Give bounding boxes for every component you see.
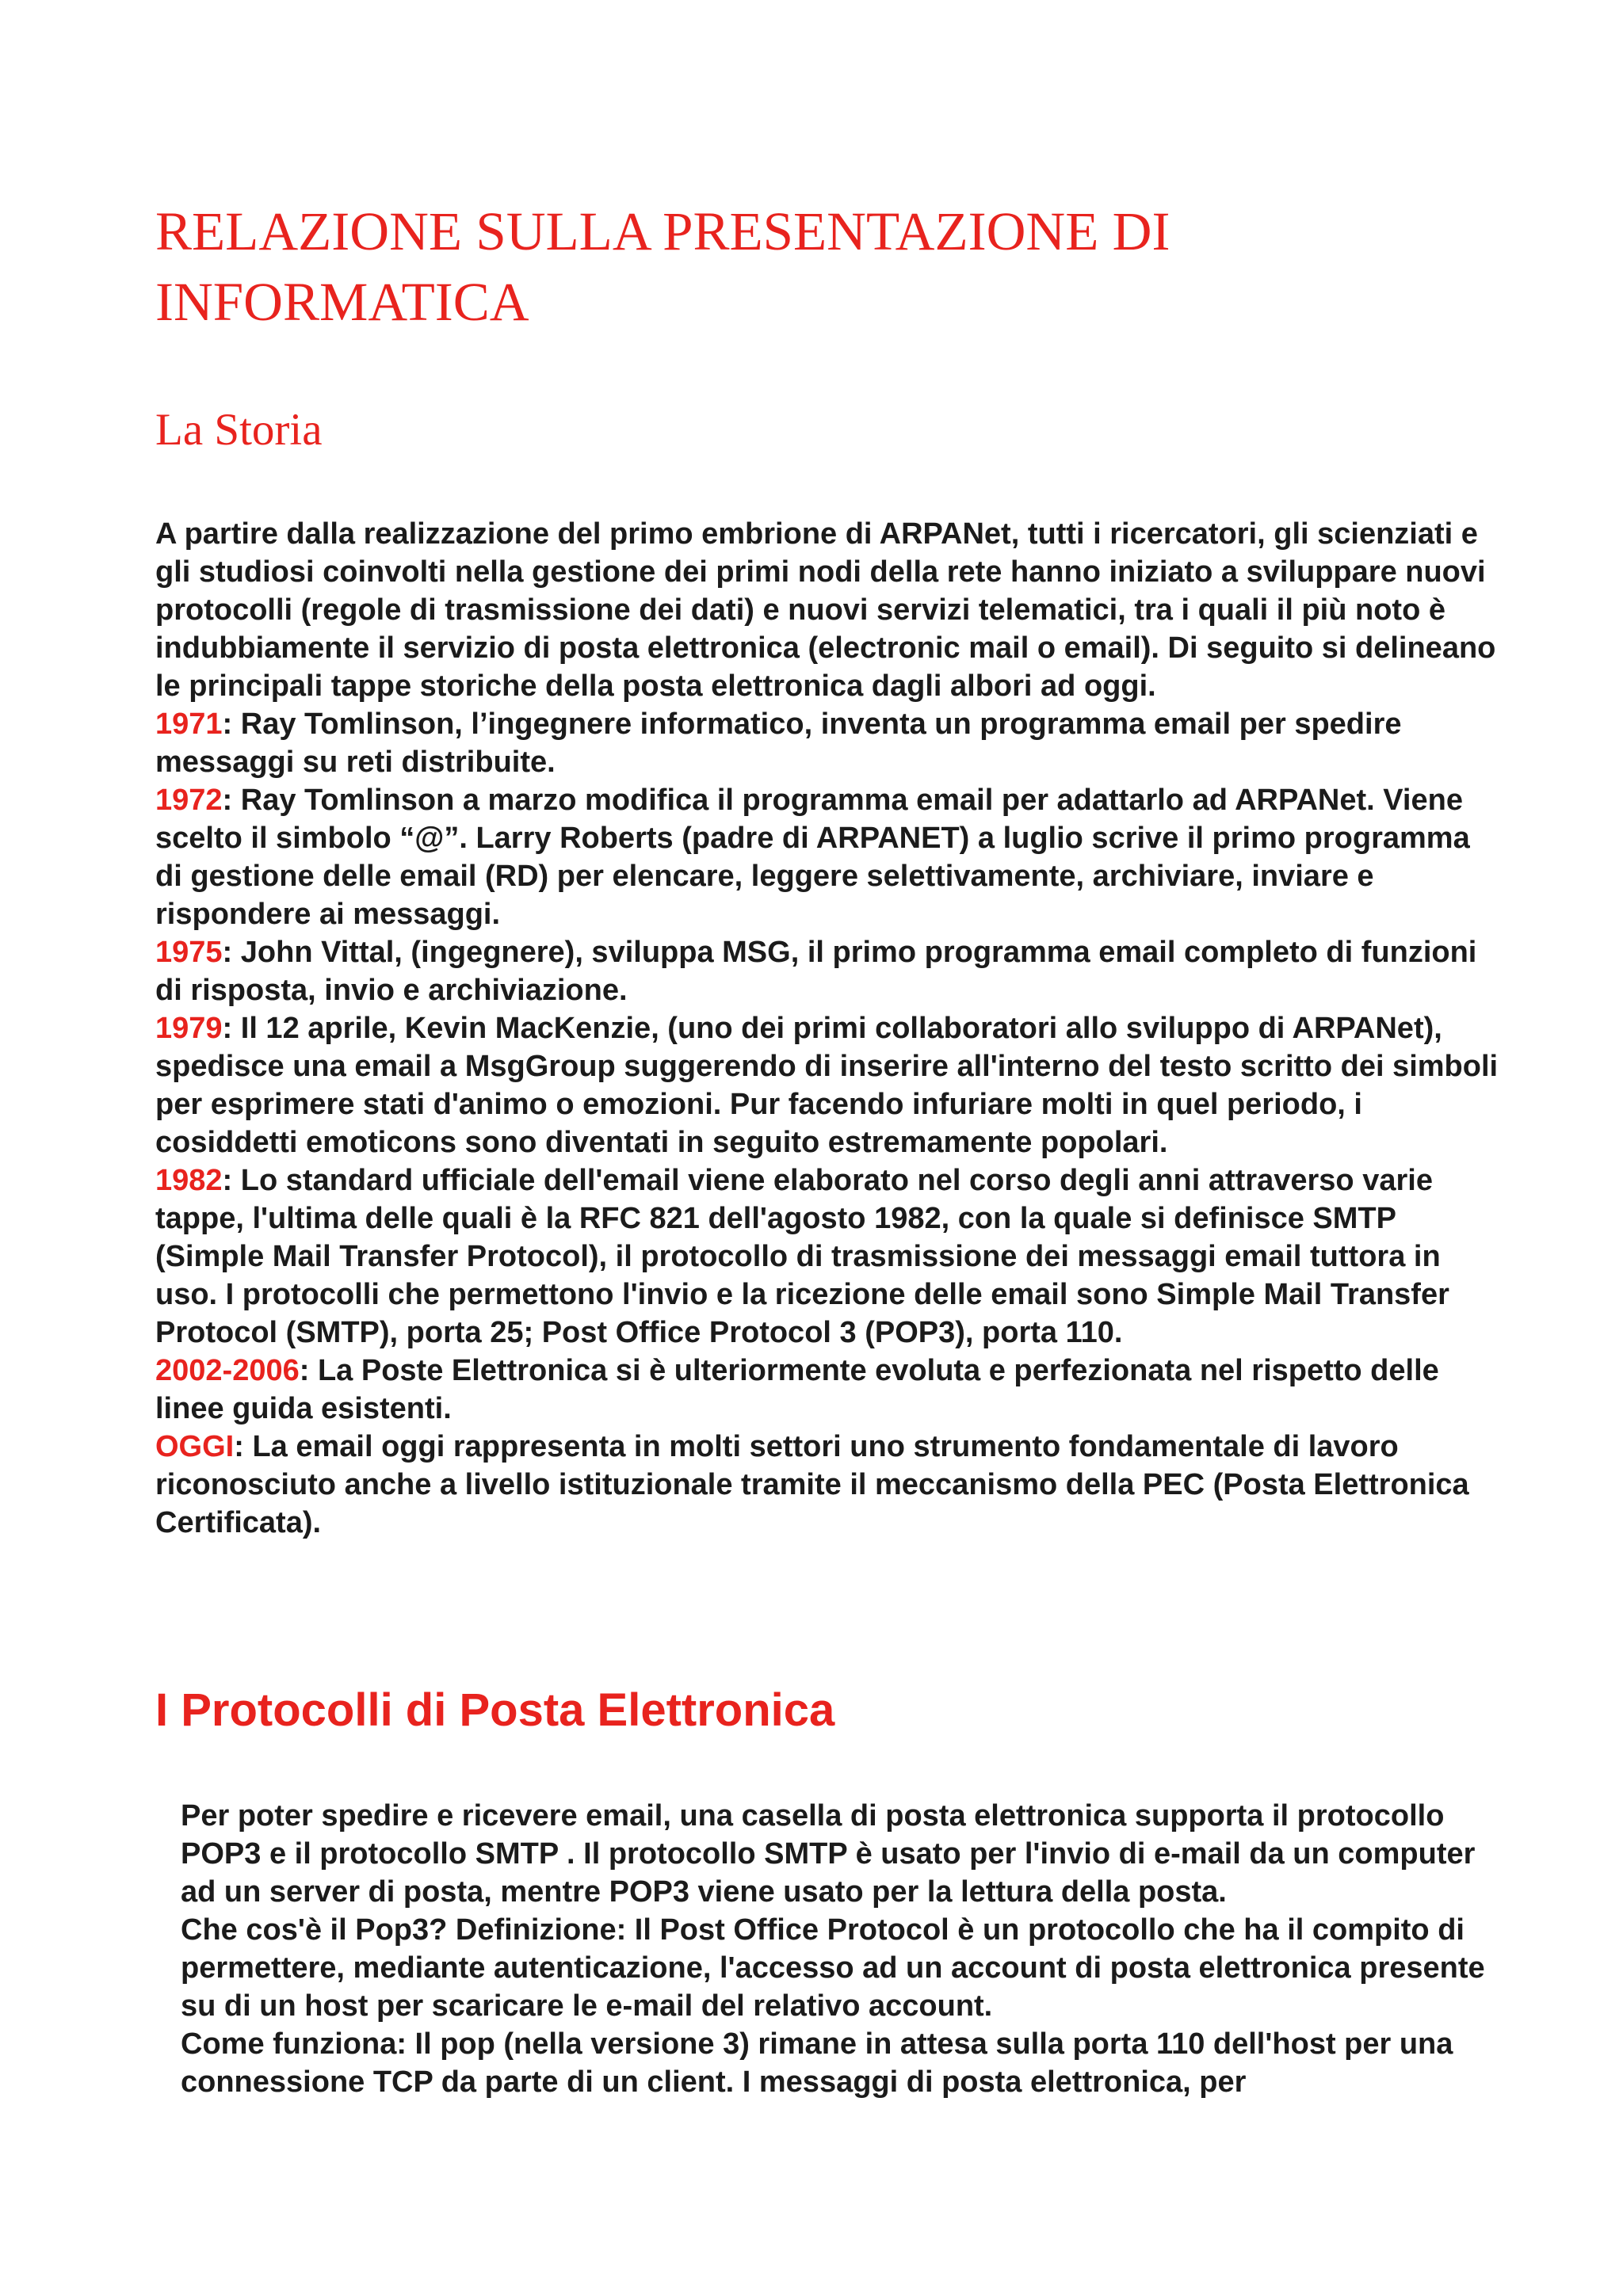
protocols-paragraph: Come funziona: Il pop (nella versione 3) rimane in attesa sulla porta 110 dell'host per una connessione TCP da parte di un client. I messaggi di posta elettronica, per xyxy=(181,2027,1453,2099)
timeline-year: 1972 xyxy=(155,784,223,817)
timeline-year: 2002-2006 xyxy=(155,1354,300,1387)
timeline-year: 1982 xyxy=(155,1164,223,1197)
timeline-entry xyxy=(155,1352,1503,1428)
timeline-entry xyxy=(155,705,1503,781)
protocols-paragraph: Che cos'è il Pop3? Definizione: Il Post Office Protocol è un protocollo che ha il compito di permettere, mediante autenticazione, l'accesso ad un account di posta elettronica presente su di un host per scaricare le e-mail del relativo account. xyxy=(181,1913,1485,2023)
section-heading-history: La Storia xyxy=(155,405,323,455)
protocols-paragraph: Per poter spedire e ricevere email, una casella di posta elettronica supporta il protocollo POP3 e il protocollo SMTP . Il protocollo SMTP è usato per l'invio di e-mail da un computer ad un server di posta, mentre POP3 viene usato per la lettura della posta. xyxy=(181,1799,1476,1909)
history-intro-paragraph: A partire dalla realizzazione del primo embrione di ARPANet, tutti i ricercatori, gli scienziati e gli studiosi coinvolti nella gestione dei primi nodi della rete hanno iniziato a sviluppare nuovi protocolli (regole di trasmissione dei dati) e nuovi servizi telematici, tra i quali il più noto è indubbiamente il servizio di posta elettronica (electronic mail o email). Di seguito si delineano le principali tappe storiche della posta elettronica dagli albori ad oggi. xyxy=(155,517,1496,703)
section-heading-protocols: I Protocolli di Posta Elettronica xyxy=(155,1684,835,1736)
document-title: RELAZIONE SULLA PRESENTAZIONE DI INFORMATICA xyxy=(155,201,1170,332)
timeline-year: 1971 xyxy=(155,707,223,741)
protocols-body xyxy=(181,1797,1512,2101)
timeline-entry xyxy=(155,1009,1503,1161)
timeline-text: : Lo standard ufficiale dell'email viene elaborato nel corso degli anni attraverso varie tappe, l'ultima delle quali è la RFC 821 dell'agosto 1982, con la quale si definisce SMTP (Simple Mail Transfer Protocol), il protocollo di trasmissione dei messaggi email tuttora in uso. I protocolli che permettono l'invio e la ricezione delle email sono Simple Mail Transfer Protocol (SMTP), porta 25; Post Office Protocol 3 (POP3), porta 110. xyxy=(155,1164,1449,1349)
timeline-text: : La Poste Elettronica si è ulteriormente evoluta e perfezionata nel rispetto delle linee guida esistenti. xyxy=(155,1354,1439,1425)
timeline-entry xyxy=(155,1161,1503,1352)
timeline-text: : Ray Tomlinson a marzo modifica il programma email per adattarlo ad ARPANet. Viene scelto il simbolo “@”. Larry Roberts (padre di ARPANET) a luglio scrive il primo programma di gestione delle email (RD) per elencare, leggere selettivamente, archiviare, inviare e rispondere ai messaggi. xyxy=(155,784,1470,931)
timeline-entry xyxy=(155,781,1503,933)
timeline-text: : Ray Tomlinson, l’ingegnere informatico, inventa un programma email per spedire messaggi su reti distribuite. xyxy=(155,707,1402,779)
timeline-entry xyxy=(155,1428,1503,1542)
timeline-year: 1979 xyxy=(155,1012,223,1045)
timeline-text: : Il 12 aprile, Kevin MacKenzie, (uno dei primi collaboratori allo sviluppo di ARPANet), spedisce una email a MsgGroup suggerendo di inserire all'interno del testo scritto dei simboli per esprimere stati d'animo o emozioni. Pur facendo infuriare molti in quel periodo, i cosiddetti emoticons sono diventati in seguito estremamente popolari. xyxy=(155,1012,1499,1159)
timeline-year: 1975 xyxy=(155,936,223,969)
timeline-text: : John Vittal, (ingegnere), sviluppa MSG, il primo programma email completo di funzioni di risposta, invio e archiviazione. xyxy=(155,936,1477,1007)
history-body xyxy=(155,515,1503,1542)
timeline-entry xyxy=(155,933,1503,1009)
timeline-year: OGGI xyxy=(155,1430,235,1463)
timeline-text: : La email oggi rappresenta in molti settori uno strumento fondamentale di lavoro riconosciuto anche a livello istituzionale tramite il meccanismo della PEC (Posta Elettronica Certificata). xyxy=(155,1430,1469,1539)
